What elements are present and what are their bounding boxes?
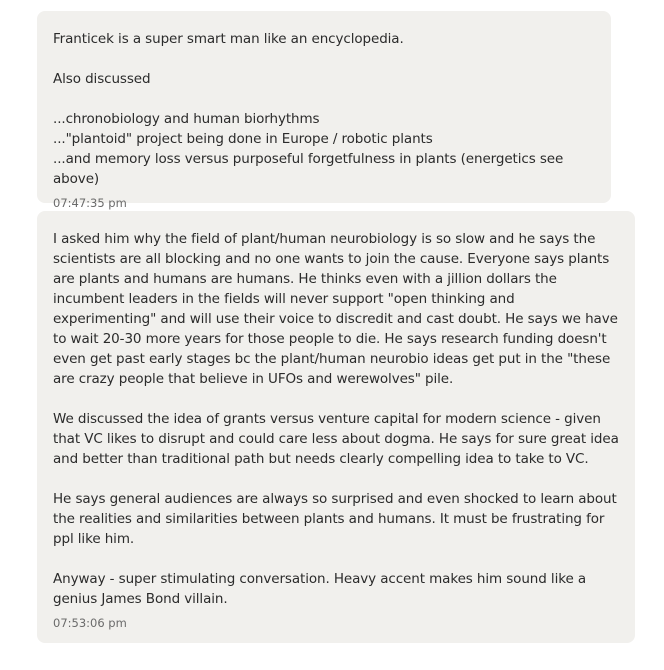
list-item: ..."plantoid" project being done in Europe / robotic plants bbox=[53, 131, 433, 147]
message-paragraph: He says general audiences are always so surprised and even shocked to learn about the realities and similarities between plants and humans. It must be frustrating for ppl like him. bbox=[53, 491, 617, 547]
message-timestamp: 07:53:06 pm bbox=[53, 616, 127, 630]
message-paragraph: Anyway - super stimulating conversation. Heavy accent makes him sound like a genius James Bond villain. bbox=[53, 571, 587, 607]
message-paragraph: I asked him why the field of plant/human neurobiology is so slow and he says the scientists are all blocking and no one wants to join the cause. Everyone says plants are plants and humans are humans. He thinks even with a jillion dollars the incumbent leaders in the fields will never support "open thinking and experimenting" and will use their voice to discredit and cast doubt. He says we have to wait 20-30 more years for those people to die. He says research funding doesn't even get past early stages bc the plant/human neurobio ideas get put in the "these are crazy people that believe in UFOs and werewolves" pile. bbox=[53, 231, 618, 387]
message-bubble bbox=[37, 11, 611, 210]
message-paragraph: We discussed the idea of grants versus venture capital for modern science - given that VC likes to disrupt and could care less about dogma. He says for sure great idea and better than traditional path but needs clearly compelling idea to take to VC. bbox=[53, 411, 619, 467]
message-list bbox=[53, 109, 595, 189]
list-item: ...chronobiology and human biorhythms bbox=[53, 111, 320, 127]
message-paragraph: Also discussed bbox=[53, 71, 151, 87]
message-paragraph: Franticek is a super smart man like an encyclopedia. bbox=[53, 31, 404, 47]
list-item: ...and memory loss versus purposeful forgetfulness in plants (energetics see above) bbox=[53, 151, 564, 187]
message-timestamp: 07:47:35 pm bbox=[53, 196, 127, 210]
message-bubble bbox=[37, 211, 635, 643]
